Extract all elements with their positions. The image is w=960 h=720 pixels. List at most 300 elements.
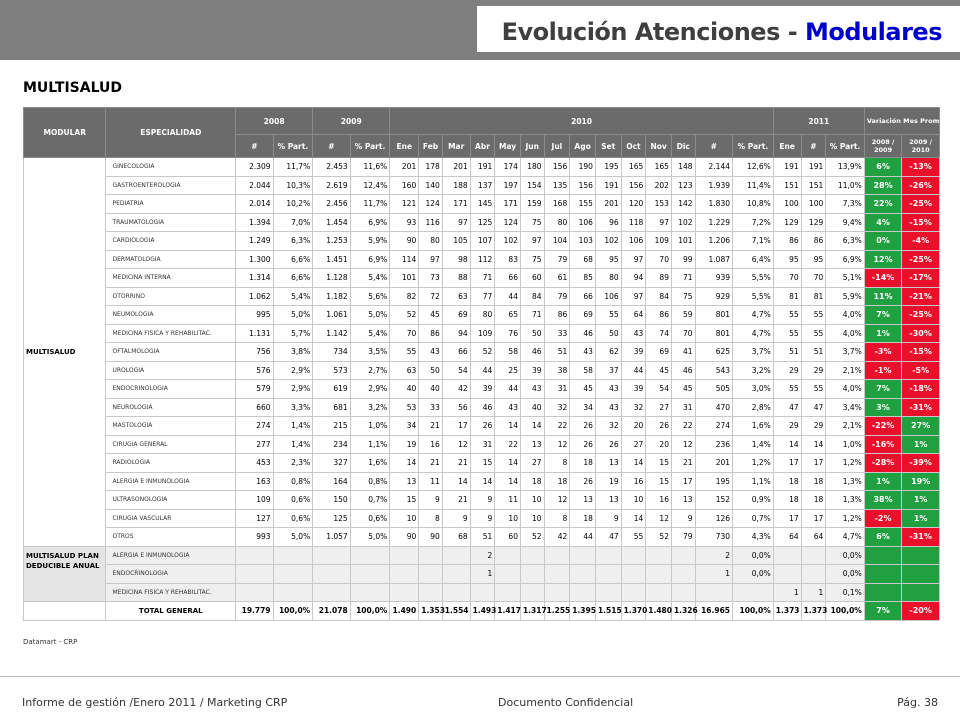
month-cell: 33 bbox=[419, 398, 443, 417]
month-cell: 80 bbox=[419, 232, 443, 251]
value-cell: 6,4% bbox=[733, 250, 774, 269]
value-cell: 51 bbox=[801, 343, 826, 362]
month-cell: 140 bbox=[419, 176, 443, 195]
value-cell: 95 bbox=[773, 250, 801, 269]
month-cell: 103 bbox=[570, 232, 596, 251]
footer-divider bbox=[0, 676, 960, 677]
table-row bbox=[24, 398, 940, 417]
col-2008: 2008 bbox=[236, 108, 313, 135]
specialty-cell: CIRUGIA VASCULAR bbox=[106, 509, 236, 528]
specialty-cell: ENDOCRINOLOGIA bbox=[106, 565, 236, 584]
month-cell: 44 bbox=[570, 528, 596, 547]
month-cell: 26 bbox=[570, 435, 596, 454]
value-cell: 234 bbox=[313, 435, 350, 454]
value-cell: 81 bbox=[773, 287, 801, 306]
subcol-month: Feb bbox=[419, 135, 443, 158]
specialty-cell: OTROS bbox=[106, 528, 236, 547]
value-cell: 100,0% bbox=[826, 602, 865, 621]
month-cell: 1.493 bbox=[470, 602, 495, 621]
value-cell: 1.939 bbox=[695, 176, 732, 195]
month-cell: 14 bbox=[495, 472, 521, 491]
month-cell: 1.353 bbox=[419, 602, 443, 621]
month-cell bbox=[442, 546, 470, 565]
value-cell: 1 bbox=[773, 583, 801, 602]
month-cell: 27 bbox=[621, 435, 646, 454]
table-row bbox=[24, 269, 940, 288]
month-cell bbox=[419, 546, 443, 565]
month-cell: 13 bbox=[671, 491, 695, 510]
value-cell: 13,9% bbox=[826, 158, 865, 177]
value-cell: 19.779 bbox=[236, 602, 273, 621]
value-cell: 55 bbox=[773, 380, 801, 399]
month-cell: 14 bbox=[495, 454, 521, 473]
variation-badge: -3% bbox=[864, 343, 901, 362]
value-cell bbox=[273, 583, 313, 602]
value-cell: 0,0% bbox=[826, 546, 865, 565]
page-title bbox=[502, 18, 942, 46]
value-cell: 5,1% bbox=[826, 269, 865, 288]
month-cell: 142 bbox=[671, 195, 695, 214]
month-cell: 13 bbox=[520, 435, 544, 454]
value-cell: 1.373 bbox=[773, 602, 801, 621]
month-cell: 65 bbox=[495, 306, 521, 325]
month-cell: 1.490 bbox=[390, 602, 419, 621]
month-cell bbox=[544, 565, 570, 584]
month-cell: 64 bbox=[621, 306, 646, 325]
month-cell: 61 bbox=[544, 269, 570, 288]
value-cell: 17 bbox=[801, 509, 826, 528]
value-cell: 2.044 bbox=[236, 176, 273, 195]
month-cell: 75 bbox=[520, 250, 544, 269]
month-cell: 60 bbox=[495, 528, 521, 547]
month-cell: 32 bbox=[595, 417, 621, 436]
value-cell: 236 bbox=[695, 435, 732, 454]
value-cell: 215 bbox=[313, 417, 350, 436]
value-cell: 152 bbox=[695, 491, 732, 510]
month-cell bbox=[520, 546, 544, 565]
specialty-cell: MEDICINA FISICA Y REHABILITAC. bbox=[106, 583, 236, 602]
value-cell: 129 bbox=[773, 213, 801, 232]
month-cell: 9 bbox=[442, 509, 470, 528]
month-cell: 135 bbox=[544, 176, 570, 195]
month-cell: 21 bbox=[419, 417, 443, 436]
month-cell: 25 bbox=[495, 361, 521, 380]
variation-badge: -17% bbox=[902, 269, 940, 288]
month-cell: 94 bbox=[621, 269, 646, 288]
value-cell: 576 bbox=[236, 361, 273, 380]
variation-badge: -4% bbox=[902, 232, 940, 251]
subcol-num: # bbox=[801, 135, 826, 158]
value-cell: 17 bbox=[773, 454, 801, 473]
variation-badge: -25% bbox=[902, 250, 940, 269]
subcol-month: Set bbox=[595, 135, 621, 158]
subcol-var-2009-2010: 2009 / 2010 bbox=[902, 135, 940, 158]
month-cell: 19 bbox=[595, 472, 621, 491]
month-cell: 8 bbox=[544, 509, 570, 528]
specialty-cell: MEDICINA FISICA Y REHABILITAC. bbox=[106, 324, 236, 343]
value-cell: 55 bbox=[801, 306, 826, 325]
value-cell: 579 bbox=[236, 380, 273, 399]
variation-badge: 0% bbox=[864, 232, 901, 251]
month-cell: 58 bbox=[570, 361, 596, 380]
value-cell: 1,4% bbox=[733, 435, 774, 454]
month-cell: 34 bbox=[390, 417, 419, 436]
value-cell bbox=[313, 546, 350, 565]
month-cell: 46 bbox=[570, 324, 596, 343]
value-cell: 17 bbox=[773, 509, 801, 528]
value-cell: 1,6% bbox=[733, 417, 774, 436]
value-cell: 201 bbox=[695, 454, 732, 473]
month-cell: 155 bbox=[570, 195, 596, 214]
value-cell: 11,7% bbox=[273, 158, 313, 177]
specialty-cell: GINECOLOGIA bbox=[106, 158, 236, 177]
table-body bbox=[24, 158, 940, 621]
value-cell: 5,7% bbox=[273, 324, 313, 343]
value-cell: 3,7% bbox=[733, 343, 774, 362]
month-cell: 109 bbox=[646, 232, 672, 251]
month-cell bbox=[495, 546, 521, 565]
value-cell: 6,6% bbox=[273, 250, 313, 269]
variation-badge bbox=[864, 546, 901, 565]
month-cell: 50 bbox=[419, 361, 443, 380]
month-cell: 13 bbox=[390, 472, 419, 491]
variation-badge: 7% bbox=[864, 602, 901, 621]
month-cell: 44 bbox=[495, 380, 521, 399]
value-cell: 3,4% bbox=[826, 398, 865, 417]
month-cell: 46 bbox=[470, 398, 495, 417]
month-cell: 171 bbox=[495, 195, 521, 214]
value-cell: 163 bbox=[236, 472, 273, 491]
value-cell: 191 bbox=[773, 158, 801, 177]
variation-badge: 6% bbox=[864, 528, 901, 547]
month-cell: 52 bbox=[470, 343, 495, 362]
month-cell: 18 bbox=[570, 454, 596, 473]
section-label: MULTISALUD bbox=[23, 80, 122, 96]
month-cell: 98 bbox=[442, 250, 470, 269]
month-cell: 14 bbox=[520, 417, 544, 436]
value-cell: 4,7% bbox=[733, 324, 774, 343]
value-cell: 1.314 bbox=[236, 269, 273, 288]
month-cell: 137 bbox=[470, 176, 495, 195]
value-cell: 2,7% bbox=[350, 361, 390, 380]
month-cell: 156 bbox=[621, 176, 646, 195]
month-cell: 74 bbox=[646, 324, 672, 343]
value-cell: 70 bbox=[801, 269, 826, 288]
value-cell: 5,0% bbox=[350, 306, 390, 325]
value-cell: 1.142 bbox=[313, 324, 350, 343]
month-cell: 13 bbox=[570, 491, 596, 510]
value-cell: 1.062 bbox=[236, 287, 273, 306]
month-cell: 1.317 bbox=[520, 602, 544, 621]
month-cell: 12 bbox=[646, 509, 672, 528]
variation-badge: -25% bbox=[902, 195, 940, 214]
month-cell: 31 bbox=[671, 398, 695, 417]
month-cell: 124 bbox=[495, 213, 521, 232]
value-cell: 2,9% bbox=[273, 361, 313, 380]
value-cell: 29 bbox=[773, 417, 801, 436]
specialty-cell: ENDOCRINOLOGIA bbox=[106, 380, 236, 399]
month-cell: 43 bbox=[595, 398, 621, 417]
month-cell: 40 bbox=[390, 380, 419, 399]
value-cell: 2,9% bbox=[350, 380, 390, 399]
variation-badge: 4% bbox=[864, 213, 901, 232]
value-cell: 29 bbox=[801, 417, 826, 436]
value-cell: 4,7% bbox=[826, 528, 865, 547]
footer-center: Documento Confidencial bbox=[498, 696, 634, 709]
value-cell: 6,9% bbox=[350, 213, 390, 232]
month-cell: 73 bbox=[419, 269, 443, 288]
month-cell: 43 bbox=[419, 343, 443, 362]
month-cell: 10 bbox=[495, 509, 521, 528]
month-cell: 84 bbox=[520, 287, 544, 306]
month-cell: 201 bbox=[390, 158, 419, 177]
table-row bbox=[24, 435, 940, 454]
month-cell: 190 bbox=[570, 158, 596, 177]
month-cell: 13 bbox=[595, 491, 621, 510]
month-cell: 47 bbox=[595, 528, 621, 547]
value-cell: 86 bbox=[801, 232, 826, 251]
month-cell: 79 bbox=[544, 287, 570, 306]
month-cell: 37 bbox=[595, 361, 621, 380]
month-cell: 58 bbox=[495, 343, 521, 362]
col-variacion: Variación Mes Prom. bbox=[864, 108, 939, 135]
value-cell: 1,4% bbox=[273, 435, 313, 454]
value-cell: 29 bbox=[773, 361, 801, 380]
specialty-cell: MASTOLOGIA bbox=[106, 417, 236, 436]
month-cell: 1.417 bbox=[495, 602, 521, 621]
value-cell bbox=[236, 565, 273, 584]
modular-cell: MULTISALUD bbox=[24, 158, 106, 547]
value-cell: 11,7% bbox=[350, 195, 390, 214]
month-cell: 26 bbox=[470, 417, 495, 436]
month-cell: 13 bbox=[595, 454, 621, 473]
value-cell: 1.061 bbox=[313, 306, 350, 325]
value-cell: 3,2% bbox=[350, 398, 390, 417]
value-cell: 4,0% bbox=[826, 380, 865, 399]
value-cell: 5,5% bbox=[733, 269, 774, 288]
value-cell: 543 bbox=[695, 361, 732, 380]
value-cell: 95 bbox=[801, 250, 826, 269]
value-cell: 164 bbox=[313, 472, 350, 491]
month-cell: 12 bbox=[671, 435, 695, 454]
value-cell: 1 bbox=[695, 565, 732, 584]
month-cell: 20 bbox=[621, 417, 646, 436]
variation-badge: -14% bbox=[864, 269, 901, 288]
month-cell: 60 bbox=[520, 269, 544, 288]
specialty-cell: CIRUGIA GENERAL bbox=[106, 435, 236, 454]
variation-badge: -5% bbox=[902, 361, 940, 380]
month-cell: 12 bbox=[442, 435, 470, 454]
month-cell: 45 bbox=[570, 380, 596, 399]
variation-badge: 7% bbox=[864, 380, 901, 399]
value-cell: 1.373 bbox=[801, 602, 826, 621]
value-cell: 1,2% bbox=[733, 454, 774, 473]
value-cell bbox=[313, 565, 350, 584]
variation-badge: -22% bbox=[864, 417, 901, 436]
variation-badge: 12% bbox=[864, 250, 901, 269]
month-cell: 202 bbox=[646, 176, 672, 195]
value-cell: 7,1% bbox=[733, 232, 774, 251]
month-cell: 90 bbox=[390, 232, 419, 251]
month-cell: 21 bbox=[442, 491, 470, 510]
month-cell: 75 bbox=[520, 213, 544, 232]
month-cell: 54 bbox=[442, 361, 470, 380]
month-cell: 52 bbox=[390, 306, 419, 325]
month-cell bbox=[520, 583, 544, 602]
month-cell: 55 bbox=[621, 528, 646, 547]
table-row bbox=[24, 509, 940, 528]
value-cell: 18 bbox=[801, 491, 826, 510]
value-cell: 2.014 bbox=[236, 195, 273, 214]
value-cell: 505 bbox=[695, 380, 732, 399]
value-cell: 11,0% bbox=[826, 176, 865, 195]
value-cell: 1.182 bbox=[313, 287, 350, 306]
table-row bbox=[24, 232, 940, 251]
month-cell: 197 bbox=[495, 176, 521, 195]
table-row bbox=[24, 176, 940, 195]
value-cell: 2.619 bbox=[313, 176, 350, 195]
month-cell: 27 bbox=[646, 398, 672, 417]
specialty-cell: UROLOGIA bbox=[106, 361, 236, 380]
month-cell: 195 bbox=[595, 158, 621, 177]
month-cell: 12 bbox=[544, 491, 570, 510]
month-cell: 69 bbox=[570, 306, 596, 325]
value-cell: 681 bbox=[313, 398, 350, 417]
value-cell: 1.229 bbox=[695, 213, 732, 232]
month-cell: 165 bbox=[621, 158, 646, 177]
variation-badge: 1% bbox=[864, 324, 901, 343]
month-cell: 22 bbox=[495, 435, 521, 454]
value-cell: 0,0% bbox=[733, 565, 774, 584]
value-cell bbox=[801, 546, 826, 565]
month-cell: 10 bbox=[621, 491, 646, 510]
month-cell: 59 bbox=[671, 306, 695, 325]
specialty-cell: GASTROENTEROLOGIA bbox=[106, 176, 236, 195]
specialty-cell: TOTAL GENERAL bbox=[106, 602, 236, 621]
month-cell: 21 bbox=[442, 454, 470, 473]
month-cell: 80 bbox=[595, 269, 621, 288]
value-cell: 5,6% bbox=[350, 287, 390, 306]
month-cell: 90 bbox=[390, 528, 419, 547]
month-cell: 50 bbox=[595, 324, 621, 343]
month-cell: 188 bbox=[442, 176, 470, 195]
value-cell: 939 bbox=[695, 269, 732, 288]
value-cell: 3,7% bbox=[826, 343, 865, 362]
table-row bbox=[24, 250, 940, 269]
month-cell: 99 bbox=[671, 250, 695, 269]
month-cell: 27 bbox=[520, 454, 544, 473]
subcol-num: # bbox=[236, 135, 273, 158]
value-cell: 6,9% bbox=[350, 250, 390, 269]
month-cell bbox=[442, 583, 470, 602]
variation-badge: -25% bbox=[902, 306, 940, 325]
month-cell: 55 bbox=[390, 343, 419, 362]
month-cell: 178 bbox=[419, 158, 443, 177]
month-cell bbox=[671, 583, 695, 602]
month-cell: 75 bbox=[671, 287, 695, 306]
month-cell: 66 bbox=[570, 287, 596, 306]
table-row bbox=[24, 583, 940, 602]
month-cell: 26 bbox=[595, 435, 621, 454]
month-cell: 9 bbox=[419, 491, 443, 510]
month-cell: 93 bbox=[390, 213, 419, 232]
month-cell: 51 bbox=[470, 528, 495, 547]
month-cell bbox=[595, 583, 621, 602]
month-cell: 45 bbox=[646, 361, 672, 380]
subcol-month: Dic bbox=[671, 135, 695, 158]
month-cell: 80 bbox=[470, 306, 495, 325]
month-cell: 39 bbox=[520, 361, 544, 380]
table-row bbox=[24, 287, 940, 306]
month-cell: 109 bbox=[470, 324, 495, 343]
month-cell: 14 bbox=[442, 472, 470, 491]
value-cell: 1,2% bbox=[826, 509, 865, 528]
value-cell: 100,0% bbox=[273, 602, 313, 621]
value-cell bbox=[313, 583, 350, 602]
month-cell: 95 bbox=[595, 250, 621, 269]
specialty-cell: ALERGIA E INMUNOLOGIA bbox=[106, 472, 236, 491]
month-cell: 20 bbox=[646, 435, 672, 454]
month-cell: 1.480 bbox=[646, 602, 672, 621]
value-cell: 109 bbox=[236, 491, 273, 510]
month-cell: 201 bbox=[442, 158, 470, 177]
subcol-month: Ene bbox=[390, 135, 419, 158]
month-cell bbox=[470, 583, 495, 602]
month-cell: 1.326 bbox=[671, 602, 695, 621]
value-cell: 277 bbox=[236, 435, 273, 454]
value-cell: 81 bbox=[801, 287, 826, 306]
value-cell: 0,6% bbox=[273, 509, 313, 528]
month-cell: 14 bbox=[621, 454, 646, 473]
month-cell: 68 bbox=[442, 528, 470, 547]
value-cell: 2,9% bbox=[273, 380, 313, 399]
month-cell bbox=[595, 565, 621, 584]
month-cell: 101 bbox=[671, 232, 695, 251]
month-cell: 105 bbox=[442, 232, 470, 251]
month-cell: 63 bbox=[442, 287, 470, 306]
value-cell bbox=[733, 583, 774, 602]
month-cell: 114 bbox=[390, 250, 419, 269]
month-cell bbox=[544, 546, 570, 565]
variation-badge: 6% bbox=[864, 158, 901, 177]
month-cell: 97 bbox=[621, 287, 646, 306]
specialty-cell: PEDIATRIA bbox=[106, 195, 236, 214]
month-cell: 26 bbox=[570, 472, 596, 491]
variation-badge: 19% bbox=[902, 472, 940, 491]
value-cell: 1.057 bbox=[313, 528, 350, 547]
specialty-cell: ULTRASONOLOGIA bbox=[106, 491, 236, 510]
variation-badge: 38% bbox=[864, 491, 901, 510]
subcol-month: May bbox=[495, 135, 521, 158]
variation-badge: 3% bbox=[864, 398, 901, 417]
month-cell: 72 bbox=[419, 287, 443, 306]
value-cell: 64 bbox=[801, 528, 826, 547]
value-cell: 1,1% bbox=[733, 472, 774, 491]
month-cell: 106 bbox=[570, 213, 596, 232]
month-cell: 10 bbox=[520, 491, 544, 510]
value-cell: 100 bbox=[801, 195, 826, 214]
month-cell: 45 bbox=[419, 306, 443, 325]
table-row bbox=[24, 195, 940, 214]
col-2009: 2009 bbox=[313, 108, 390, 135]
variation-badge: -39% bbox=[902, 454, 940, 473]
month-cell: 86 bbox=[544, 306, 570, 325]
month-cell bbox=[390, 546, 419, 565]
value-cell: 5,4% bbox=[350, 269, 390, 288]
month-cell bbox=[671, 565, 695, 584]
subcol-month: Ene bbox=[773, 135, 801, 158]
month-cell: 77 bbox=[470, 287, 495, 306]
